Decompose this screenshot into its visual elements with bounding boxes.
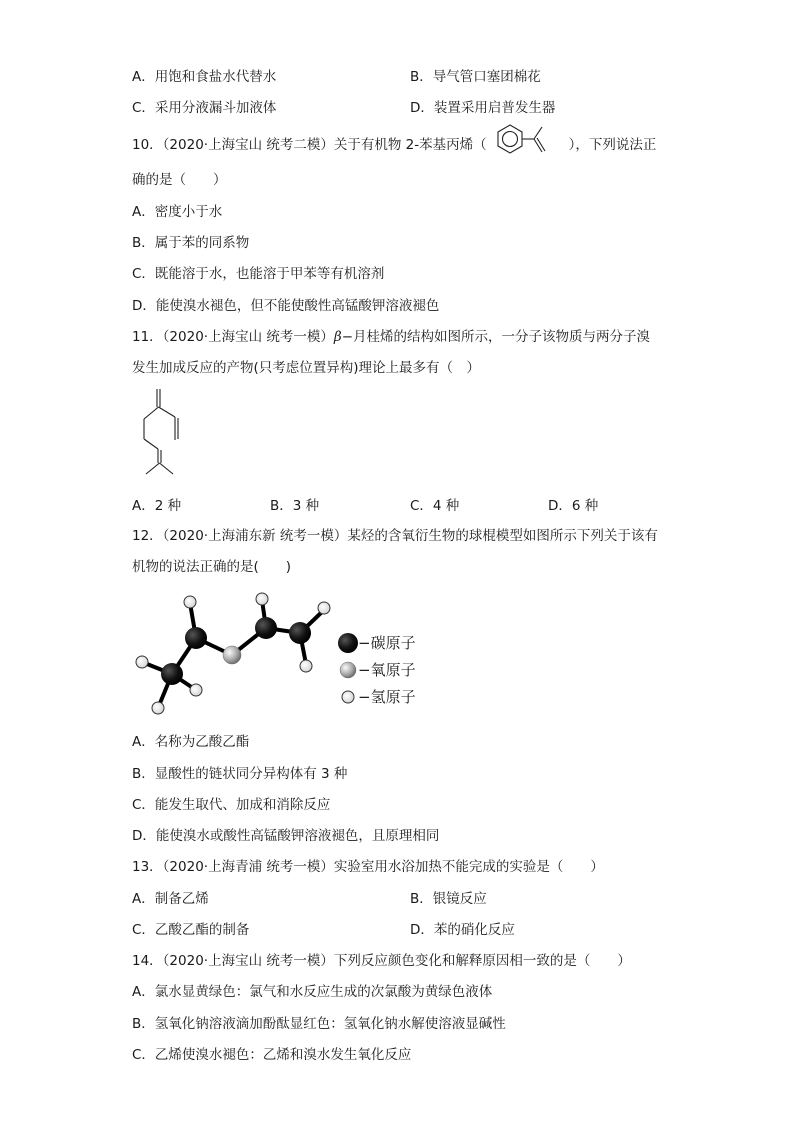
q11-stem-line2: 发生加成反应的产物(只考虑位置异构)理论上最多有（ ） — [132, 360, 481, 376]
q9-option-d: D．装置采用启普发生器 — [410, 100, 556, 116]
q9-option-c: C．采用分液漏斗加液体 — [132, 100, 277, 116]
q10-option-b: B．属于苯的同系物 — [132, 235, 250, 251]
q14-option-c: C．乙烯使溴水褪色：乙烯和溴水发生氧化反应 — [132, 1047, 412, 1063]
q12-option-a: A．名称为乙酸乙酯 — [132, 734, 250, 750]
q13-option-b: B．银镜反应 — [410, 891, 487, 907]
q11-stem-pre: 11．（2020·上海宝山 统考一模） — [132, 329, 334, 345]
q11-option-a: A．2 种 — [132, 498, 182, 514]
q9-option-b: B．导气管口塞团棉花 — [410, 69, 541, 85]
q13-option-a: A．制备乙烯 — [132, 891, 209, 907]
q13-stem: 13．（2020·上海青浦 统考一模）实验室用水浴加热不能完成的实验是（ ） — [132, 859, 604, 875]
q14-option-b: B．氢氧化钠溶液滴加酚酞显红色：氢氧化钠水解使溶液显碱性 — [132, 1016, 506, 1032]
legend-hydrogen-label: −氢原子 — [358, 688, 416, 706]
hydrogen-atom — [184, 596, 196, 608]
q10-option-d: D．能使溴水褪色，但不能使酸性高锰酸钾溶液褪色 — [132, 298, 440, 314]
q12-stem: 12．（2020·上海浦东新 统考一模）某烃的含氧衍生物的球棍模型如图所示下列关于该有 — [132, 528, 658, 544]
carbon-atom — [161, 663, 183, 685]
hydrogen-atom — [300, 660, 312, 672]
carbon-atom — [185, 627, 207, 649]
q12-option-b: B．显酸性的链状同分异构体有 3 种 — [132, 766, 348, 782]
q10-stem-pre: 10．（2020·上海宝山 统考二模）关于有机物 2-苯基丙烯（ — [132, 137, 487, 153]
hydrogen-atom — [190, 684, 202, 696]
q10-option-c: C．既能溶于水，也能溶于甲苯等有机溶剂 — [132, 266, 385, 282]
q10-stem — [132, 136, 656, 154]
q13-option-c: C．乙酸乙酯的制备 — [132, 922, 250, 938]
q11-option-b: B．3 种 — [270, 498, 320, 514]
q12-option-c: C．能发生取代、加成和消除反应 — [132, 797, 331, 813]
legend-carbon-icon — [338, 633, 358, 653]
q11-stem — [132, 328, 650, 346]
legend-hydrogen-icon — [342, 691, 354, 703]
q14-option-a: A．氯水显黄绿色：氯气和水反应生成的次氯酸为黄绿色液体 — [132, 984, 493, 1000]
q9-option-a: A．用饱和食盐水代替水 — [132, 69, 277, 85]
q11-option-c: C．4 种 — [410, 498, 460, 514]
carbon-atom — [289, 622, 311, 644]
carbon-atom — [255, 617, 277, 639]
q12-option-d: D．能使溴水或酸性高锰酸钾溶液褪色，且原理相同 — [132, 828, 440, 844]
oxygen-atom — [223, 646, 241, 664]
q14-stem: 14．（2020·上海宝山 统考一模）下列反应颜色变化和解释原因相一致的是（ ） — [132, 953, 631, 969]
q10-stem-line2: 确的是（ ） — [132, 172, 227, 188]
hydrogen-atom — [318, 602, 330, 614]
hydrogen-atom — [256, 593, 268, 605]
legend-carbon-label: −碳原子 — [358, 634, 416, 652]
q11-stem-beta: β — [333, 329, 342, 345]
hydrogen-atom — [152, 702, 164, 714]
hydrogen-atom — [136, 656, 148, 668]
myrcene-structure-icon — [124, 385, 188, 483]
q13-option-d: D．苯的硝化反应 — [410, 922, 515, 938]
phenylpropene-structure-icon — [484, 122, 568, 166]
q11-option-d: D．6 种 — [548, 498, 599, 514]
q12-stem-line2: 机物的说法正确的是( ) — [132, 559, 292, 575]
q11-stem-rest: −月桂烯的结构如图所示，一分子该物质与两分子溴 — [341, 329, 650, 345]
legend-oxygen-icon — [340, 662, 356, 678]
q10-stem-post: ），下列说法正 — [568, 137, 657, 153]
q10-option-a: A．密度小于水 — [132, 204, 223, 220]
legend-oxygen-label: −氧原子 — [358, 661, 416, 679]
